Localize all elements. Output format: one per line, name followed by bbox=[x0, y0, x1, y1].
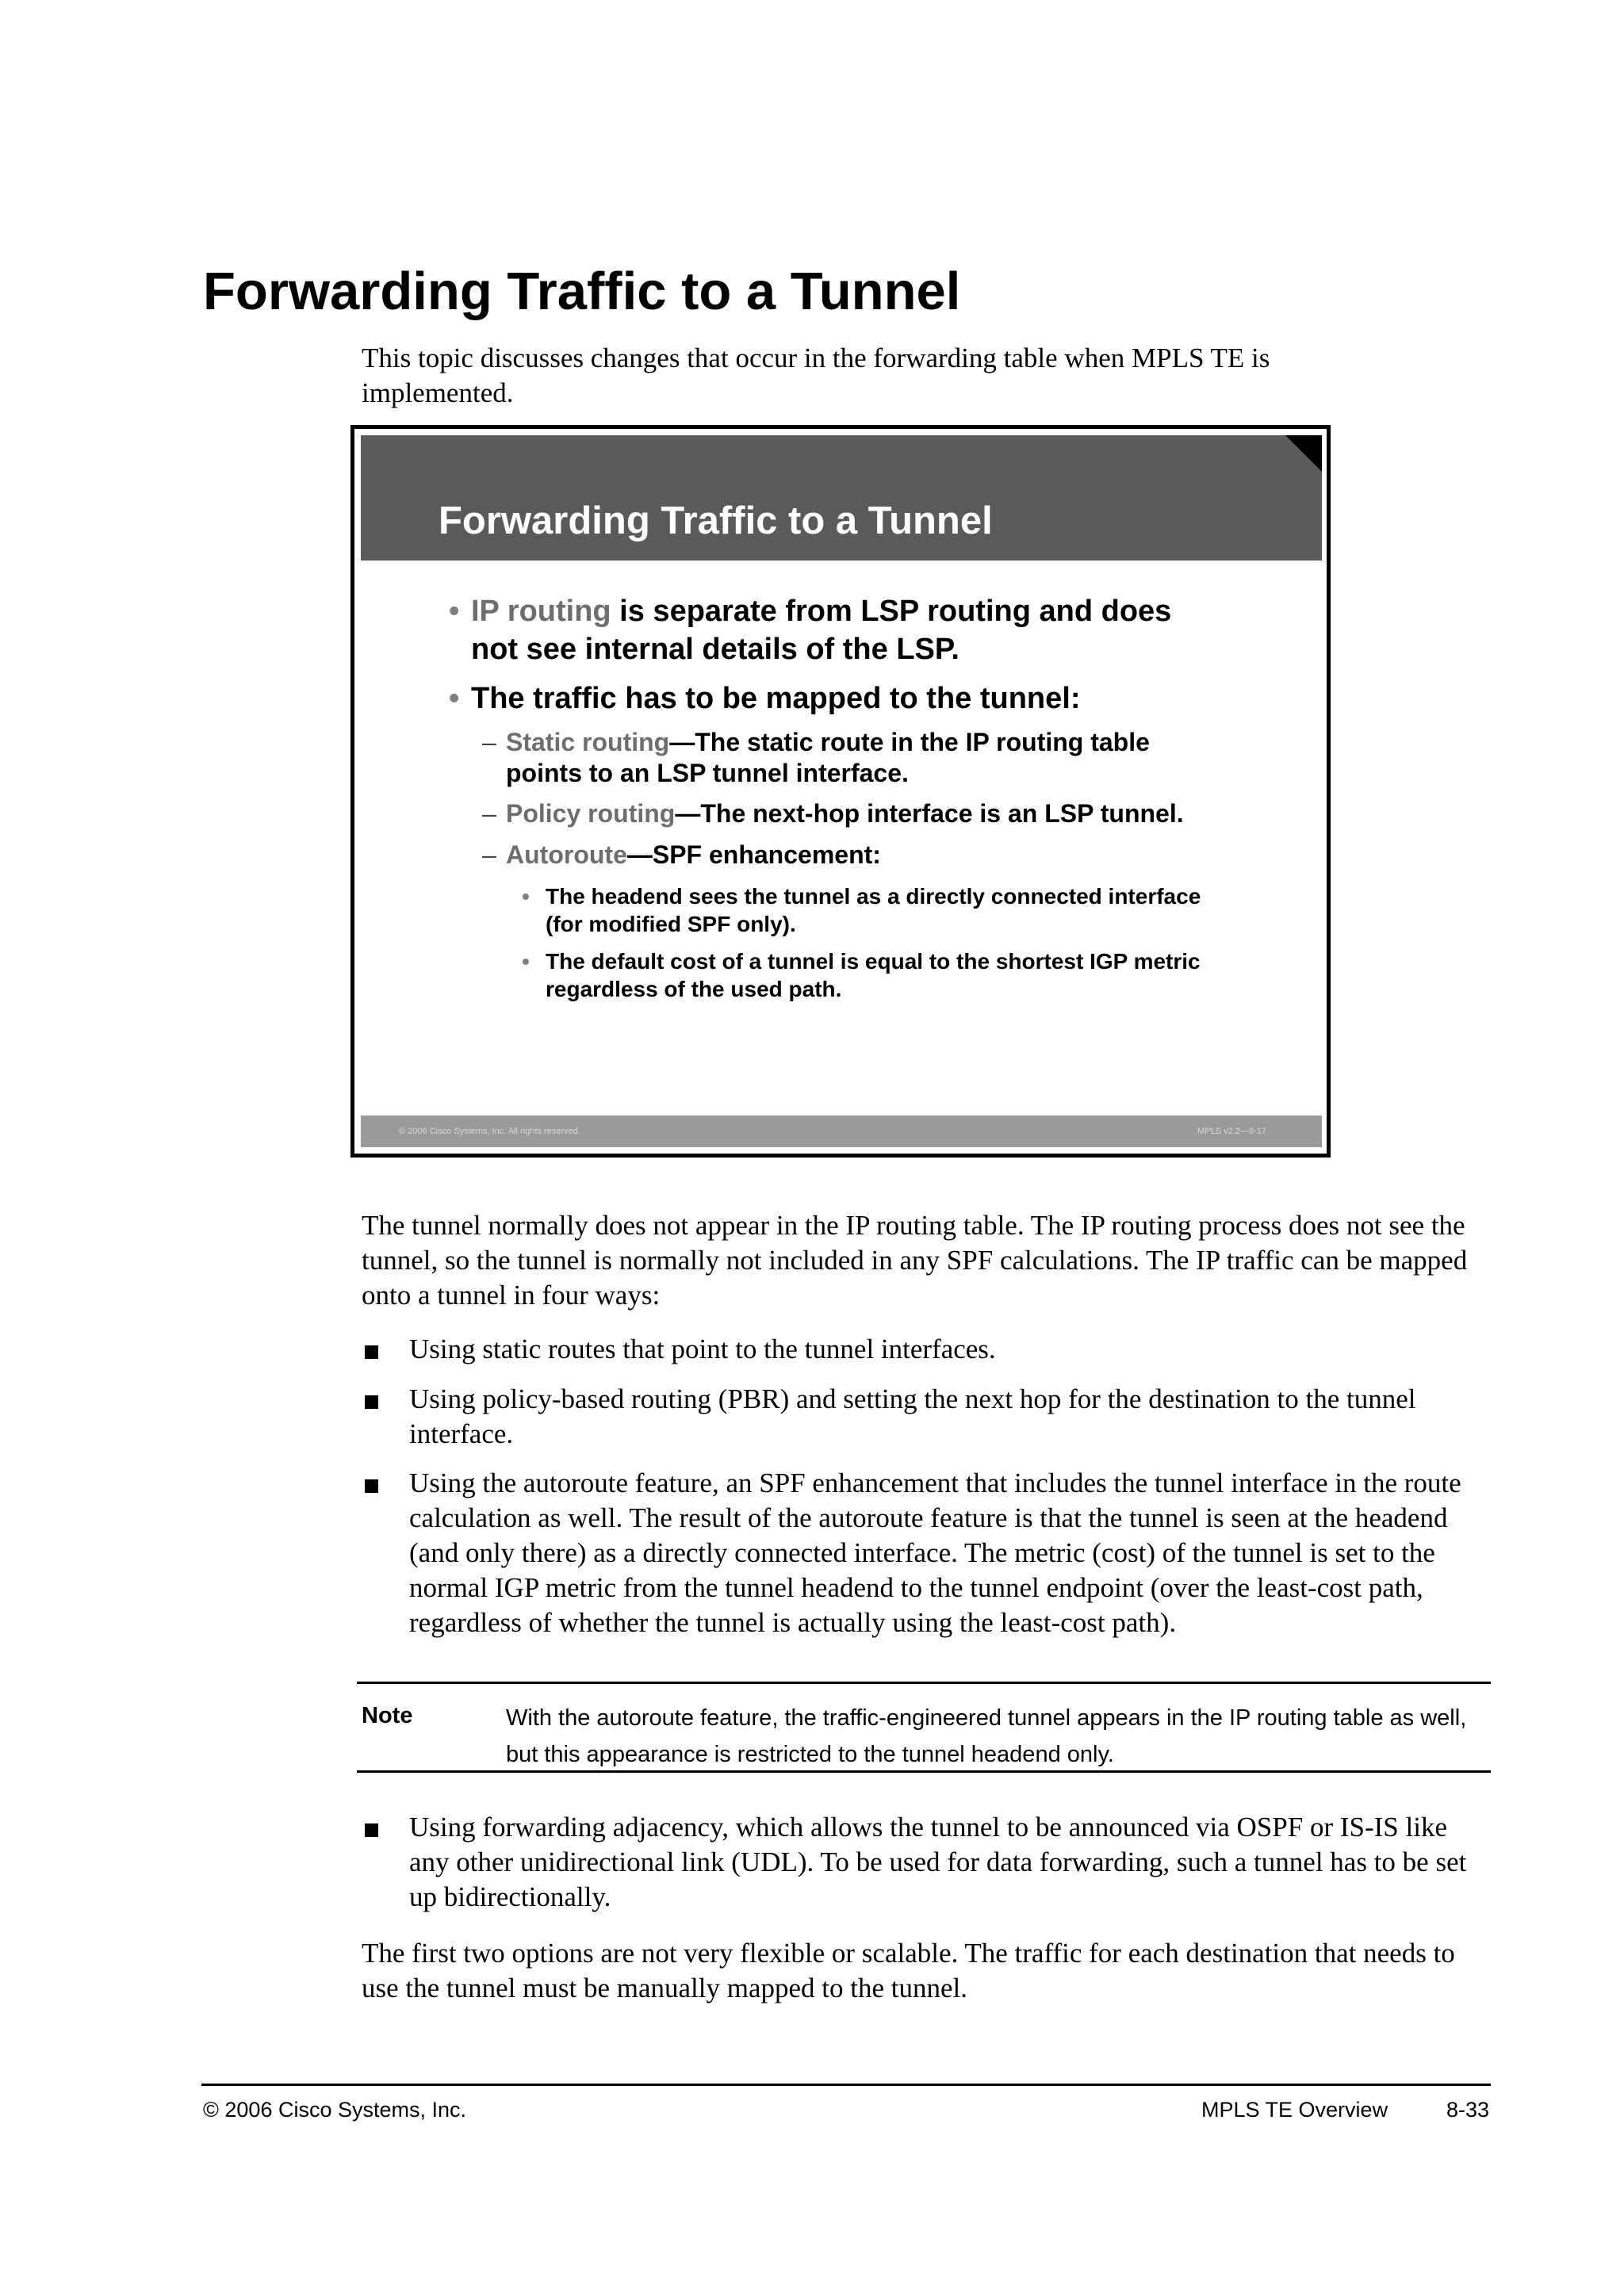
bullet-text: —SPF enhancement: bbox=[626, 840, 881, 869]
bullet-dash: – bbox=[482, 840, 496, 869]
intro-paragraph: This topic discusses changes that occur in the forwarding table when MPLS TE is implemented. bbox=[362, 342, 1270, 408]
body-paragraph-1: The tunnel normally does not appear in the IP routing table. The IP routing process does not see the tunnel, so the tunnel is normally not included in any SPF calculations. The IP traffic can be mapped onto a tunnel in four ways: bbox=[362, 1210, 1468, 1311]
bullet-text: is separate from LSP routing and does bbox=[611, 595, 1172, 628]
highlight-text: Static routing bbox=[506, 728, 670, 756]
slide-number: MPLS v2.2—8-17 bbox=[1197, 1127, 1266, 1136]
footer-rule bbox=[201, 2084, 1491, 2086]
bullet-dash: – bbox=[482, 728, 496, 756]
slide-footer bbox=[361, 1115, 1322, 1147]
page-title: Forwarding Traffic to a Tunnel bbox=[203, 262, 961, 321]
slide-header bbox=[361, 435, 1322, 561]
slide-subsubbullet-default-cost bbox=[522, 947, 1243, 1003]
bullet-text: —The static route in the IP routing table bbox=[669, 728, 1150, 756]
slide-title: Forwarding Traffic to a Tunnel bbox=[439, 499, 993, 542]
list-item-pbr: Using policy-based routing (PBR) and setting the next hop for the destination to the tunnel interface. bbox=[409, 1383, 1416, 1449]
note-label: Note bbox=[362, 1703, 413, 1728]
square-bullet-icon bbox=[365, 1479, 378, 1493]
slide-subbullet-static-routing bbox=[482, 727, 1220, 789]
footer-page-number: 8-33 bbox=[1446, 2098, 1490, 2122]
bullet-dot: • bbox=[522, 884, 530, 909]
bullet-dot: • bbox=[522, 949, 530, 974]
slide-bullet-traffic-mapped bbox=[449, 679, 1264, 718]
note-top-rule bbox=[357, 1682, 1491, 1684]
square-bullet-icon bbox=[365, 1823, 378, 1837]
slide-subbullet-policy-routing bbox=[482, 798, 1220, 829]
bullet-text-line2: points to an LSP tunnel interface. bbox=[506, 759, 909, 787]
bullet-dot: • bbox=[449, 682, 460, 715]
bullet-dot: • bbox=[449, 595, 460, 628]
slide-figure bbox=[350, 425, 1331, 1158]
bullet-dash: – bbox=[482, 799, 496, 828]
bullet-text-line2: (for modified SPF only). bbox=[546, 912, 796, 936]
highlight-text: Policy routing bbox=[506, 799, 676, 828]
slide-corner-marker bbox=[1285, 435, 1322, 472]
square-bullet-icon bbox=[365, 1395, 378, 1409]
bullet-text: The default cost of a tunnel is equal to the shortest IGP metric bbox=[546, 949, 1201, 974]
bullet-text-line2: regardless of the used path. bbox=[546, 977, 842, 1001]
square-bullet-icon bbox=[365, 1345, 378, 1359]
footer-copyright: © 2006 Cisco Systems, Inc. bbox=[203, 2098, 467, 2122]
bullet-text: The traffic has to be mapped to the tunnel: bbox=[471, 682, 1081, 715]
highlight-text: Autoroute bbox=[506, 840, 627, 869]
note-text: With the autoroute feature, the traffic-engineered tunnel appears in the IP routing table as well, but this appearance is restricted to the tunnel headend only. bbox=[506, 1705, 1467, 1767]
bullet-text: The headend sees the tunnel as a directly connected interface bbox=[546, 884, 1201, 909]
slide-subbullet-autoroute bbox=[482, 840, 1220, 871]
note-bottom-rule bbox=[357, 1770, 1491, 1773]
list-item-forwarding-adjacency: Using forwarding adjacency, which allows the tunnel to be announced via OSPF or IS-IS like any other unidirectional link (UDL). To be used for data forwarding, such a tunnel has to be set up bidirectionally. bbox=[409, 1812, 1467, 1912]
highlight-text: IP routing bbox=[471, 595, 611, 628]
slide-copyright: © 2006 Cisco Systems, Inc. All rights reserved. bbox=[399, 1127, 580, 1136]
slide-bullet-ip-routing bbox=[449, 592, 1264, 668]
slide-subsubbullet-headend bbox=[522, 882, 1243, 938]
bullet-text: —The next-hop interface is an LSP tunnel. bbox=[675, 799, 1184, 828]
bullet-text-line2: not see internal details of the LSP. bbox=[471, 633, 959, 666]
footer-section: MPLS TE Overview bbox=[1201, 2098, 1388, 2122]
list-item-autoroute: Using the autoroute feature, an SPF enhancement that includes the tunnel interface in the route calculation as well. The result of the autoroute feature is that the tunnel is seen at the headend (and only there) as a directly connected interface. The metric (cost) of the tunnel is set to the normal IGP metric from the tunnel headend to the tunnel endpoint (over the least-cost path, regardless of whether the tunnel is actually using the least-cost path). bbox=[409, 1468, 1461, 1638]
body-paragraph-2: The first two options are not very flexible or scalable. The traffic for each destination that needs to use the tunnel must be manually mapped to the tunnel. bbox=[362, 1938, 1455, 2003]
list-item-static-routes: Using static routes that point to the tunnel interfaces. bbox=[409, 1334, 996, 1364]
